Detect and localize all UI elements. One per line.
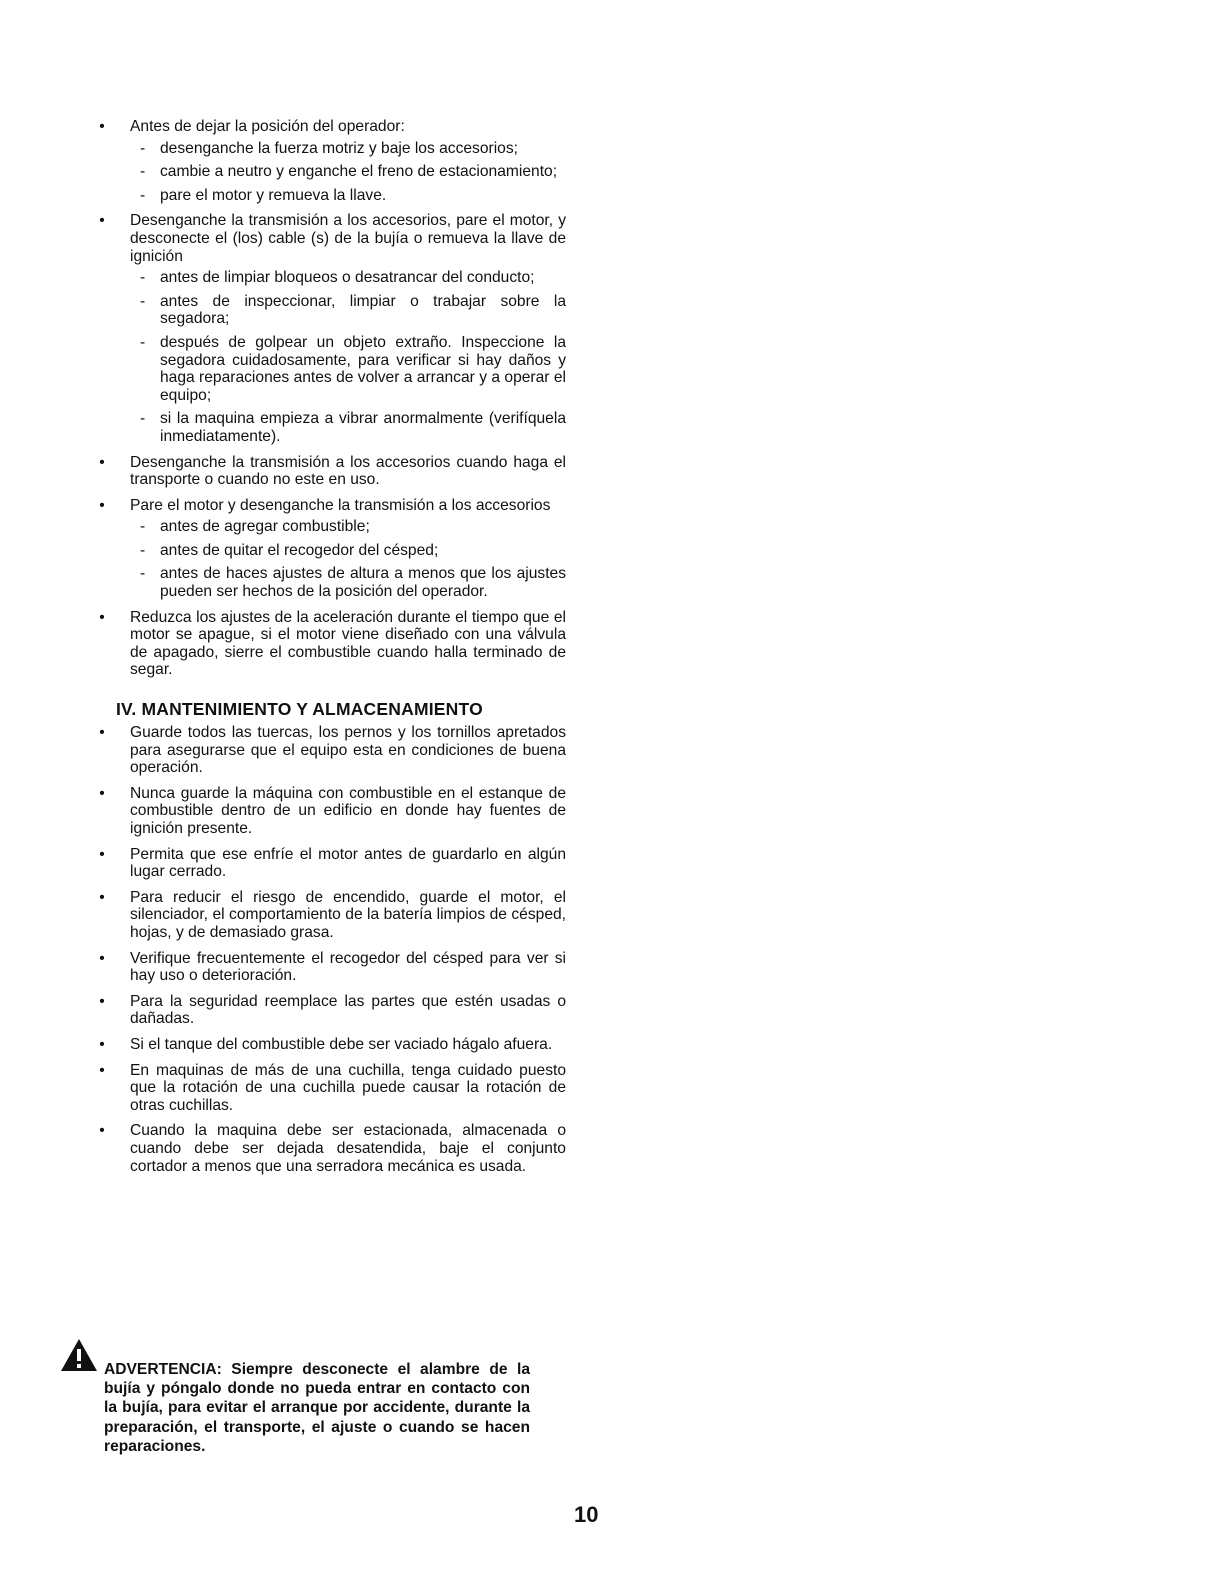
list-item: • Nunca guarde la máquina con combustible en el estanque de combustible dentro de un edificio en donde hay fuentes de ignición presente.: [96, 785, 566, 838]
main-column: [96, 118, 566, 1183]
bullet: •: [99, 1061, 105, 1079]
list-item: • Guarde todos las tuercas, los pernos y los tornillos apretados para asegurarse que el equipo esta en condiciones de buena operación.: [96, 724, 566, 777]
dash: -: [140, 269, 146, 287]
list-item: • Permita que ese enfríe el motor antes de guardarlo en algún lugar cerrado.: [96, 846, 566, 881]
list-item: • Cuando la maquina debe ser estacionada, almacenada o cuando debe ser dejada desatendida, baje el conjunto cortador a menos que una serradora mecánica es usada.: [96, 1122, 566, 1175]
sub-list-item: - después de golpear un objeto extraño. Inspeccione la segadora cuidadosamente, para verificar si hay daños y haga reparaciones antes de volver a arrancar y a operar el equipo;: [140, 333, 566, 404]
list-item: [96, 609, 566, 679]
list-item: [96, 212, 566, 445]
section-heading: IV. MANTENIMIENTO Y ALMACENAMIENTO: [116, 699, 483, 720]
sub-list-item: - antes de haces ajustes de altura a menos que los ajustes pueden ser hechos de la posición del operador.: [140, 565, 566, 601]
list-item: • Si el tanque del combustible debe ser vaciado hágalo afuera.: [96, 1036, 566, 1054]
sub-list-item: - antes de quitar el recogedor del césped;: [140, 541, 439, 559]
sub-list: [130, 269, 566, 445]
bullet: •: [99, 496, 105, 514]
dash: -: [140, 163, 146, 181]
bullet: •: [99, 845, 105, 863]
dash: -: [140, 139, 146, 157]
sub-list-item: - antes de inspeccionar, limpiar o trabajar sobre la segadora;: [140, 292, 566, 328]
dash: -: [140, 565, 146, 583]
warning-block: [60, 1338, 530, 1456]
list-item-text: Pare el motor y desenganche la transmisión a los accesorios: [130, 496, 551, 514]
list-item: • En maquinas de más de una cuchilla, tenga cuidado puesto que la rotación de una cuchilla puede causar la rotación de otras cuchillas.: [96, 1062, 566, 1115]
sub-list-item: - cambie a neutro y enganche el freno de estacionamiento;: [140, 163, 558, 181]
sub-list: [130, 140, 566, 205]
sub-list-item: - antes de agregar combustible;: [140, 518, 370, 536]
list-item: [96, 454, 566, 489]
dash: -: [140, 186, 146, 204]
list-item: [96, 497, 566, 601]
list-item-text: Desenganche la transmisión a los accesorios, pare el motor, y desconecte el (los) cable (s) de la bujía o remueva la llave de ignición: [130, 212, 566, 265]
section-operation: [96, 118, 566, 679]
bullet: •: [99, 118, 105, 135]
bullet: •: [99, 453, 105, 471]
bullet: •: [99, 992, 105, 1010]
list-item: • Para reducir el riesgo de encendido, guarde el motor, el silenciador, el comportamiento de la batería limpios de césped, hojas, y de demasiado grasa.: [96, 889, 566, 942]
bullet: •: [99, 212, 105, 230]
dash: -: [140, 410, 146, 428]
warning-triangle-icon: [60, 1338, 98, 1372]
bullet: •: [99, 949, 105, 967]
list-item: [96, 118, 566, 204]
bullet: •: [99, 1035, 105, 1053]
sub-list-item: - pare el motor y remueva la llave.: [140, 186, 387, 204]
warning-text: ADVERTENCIA: Siempre desconecte el alambre de la bujía y póngalo donde no pueda entrar en contacto con la bujía, para evitar el arranque por accidente, durante la preparación, el transporte, el ajuste o cuando se hacen reparaciones.: [104, 1361, 530, 1455]
page-number: 10: [574, 1502, 599, 1527]
sub-list: [130, 518, 566, 600]
dash: -: [140, 333, 146, 351]
bullet: •: [99, 1122, 105, 1140]
list-item: • Para la seguridad reemplace las partes que estén usadas o dañadas.: [96, 993, 566, 1028]
sub-list-item: - antes de limpiar bloqueos o desatrancar del conducto;: [140, 269, 535, 287]
list-item-text: Desenganche la transmisión a los accesorios cuando haga el transporte o cuando no este en uso.: [130, 453, 566, 489]
sub-list-item: - si la maquina empieza a vibrar anormalmente (verifíquela inmediatamente).: [140, 410, 566, 445]
list-item-text: Reduzca los ajustes de la aceleración durante el tiempo que el motor se apague, si el motor viene diseñado con una válvula de apagado, sierre el combustible cuando halla terminado de segar.: [130, 608, 566, 679]
dash: -: [140, 292, 146, 310]
bullet: •: [99, 724, 105, 742]
bullet: •: [99, 608, 105, 626]
bullet: •: [99, 888, 105, 906]
bullet: •: [99, 784, 105, 802]
list-item: • Verifique frecuentemente el recogedor del césped para ver si hay uso o deterioración.: [96, 950, 566, 985]
dash: -: [140, 541, 146, 559]
dash: -: [140, 518, 146, 536]
section-maintenance: [96, 724, 566, 1175]
sub-list-item: - desenganche la fuerza motriz y baje los accesorios;: [140, 139, 518, 157]
list-item-text: Antes de dejar la posición del operador:: [130, 118, 405, 135]
